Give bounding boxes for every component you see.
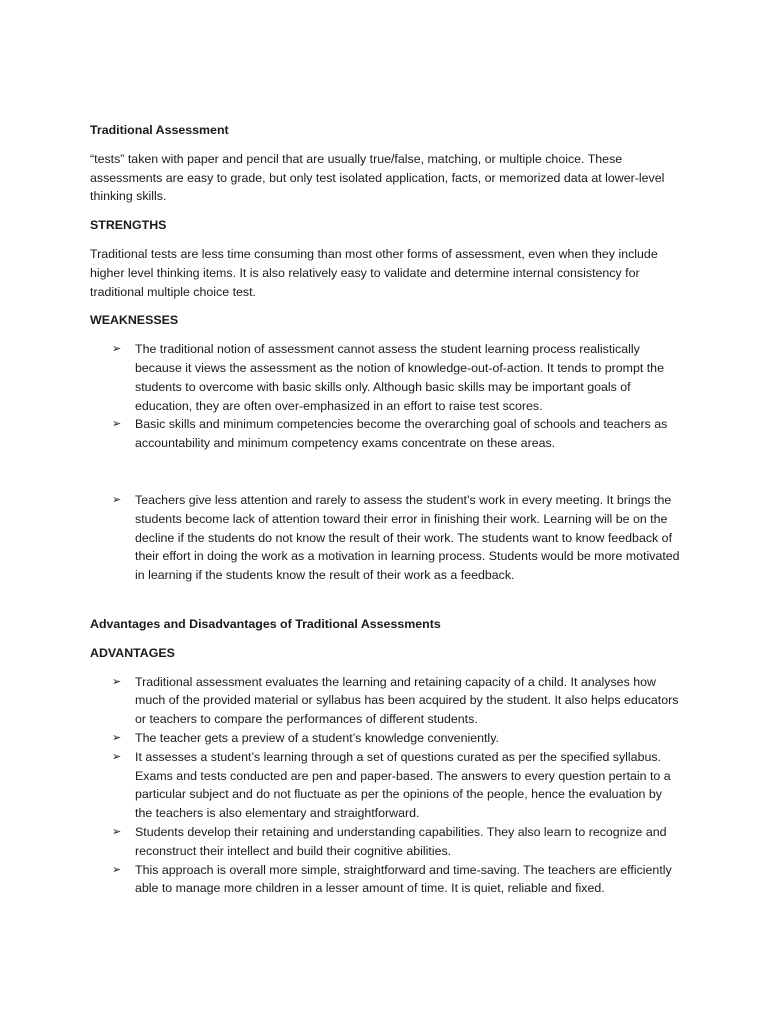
list-item xyxy=(90,491,682,585)
strengths-paragraph: Traditional tests are less time consuming than most other forms of assessment, even when they include higher level thinking items. It is also relatively easy to validate and determine internal consistency for traditional multiple choice test. xyxy=(90,246,658,299)
list-item xyxy=(90,861,682,899)
list-item-text: Basic skills and minimum competencies become the overarching goal of schools and teachers as accountability and minimum competency exams concentrate on these areas. xyxy=(135,417,668,451)
list-item-text: Traditional assessment evaluates the learning and retaining capacity of a child. It analyses how much of the provided material or syllabus has been acquired by the student. It also helps educators or teachers to compare the performances of different students. xyxy=(135,674,679,727)
list-item xyxy=(90,415,682,453)
arrow-bullet-icon: ➢ xyxy=(112,417,122,431)
list-item-text: The teacher gets a preview of a student’s knowledge conveniently. xyxy=(135,730,499,745)
arrow-bullet-icon: ➢ xyxy=(112,824,122,838)
intro-paragraph: “tests” taken with paper and pencil that are usually true/false, matching, or multiple choice. These assessments are easy to grade, but only test isolated application, facts, or memorized data at lower-level thinking skills. xyxy=(90,151,665,204)
list-item-text: It assesses a student’s learning through a set of questions curated as per the specified syllabus. Exams and tests conducted are pen and paper-based. The answers to every question pertain to a particular subject and do not fluctuate as per the opinions of the people, hence the evaluation by the teachers is also elementary and straightforward. xyxy=(135,749,671,821)
document-body xyxy=(90,121,682,898)
section-title: Advantages and Disadvantages of Traditional Assessments xyxy=(90,616,441,631)
blank-space xyxy=(90,453,682,491)
arrow-bullet-icon: ➢ xyxy=(112,492,122,506)
list-item-text: This approach is overall more simple, straightforward and time-saving. The teachers are efficiently able to manage more children in a lesser amount of time. It is quiet, reliable and fixed. xyxy=(135,862,672,896)
list-item xyxy=(90,823,682,861)
arrow-bullet-icon: ➢ xyxy=(112,749,122,763)
list-item xyxy=(90,729,682,748)
arrow-bullet-icon: ➢ xyxy=(112,862,122,876)
list-item-text: The traditional notion of assessment cannot assess the student learning process realistically because it views the assessment as the notion of knowledge-out-of-action. It tends to prompt the students to overcome with basic skills only. Although basic skills may be important goals of education, they are often over-emphasized in an effort to raise test scores. xyxy=(135,342,664,413)
arrow-bullet-icon: ➢ xyxy=(112,730,122,744)
weaknesses-heading: WEAKNESSES xyxy=(90,313,179,328)
list-item-text: Students develop their retaining and understanding capabilities. They also learn to recognize and reconstruct their intellect and build their cognitive abilities. xyxy=(135,824,667,858)
blank-space xyxy=(90,585,682,615)
weaknesses-list-continued xyxy=(90,491,682,585)
document-title: Traditional Assessment xyxy=(90,123,229,137)
advantages-heading: ADVANTAGES xyxy=(90,645,175,660)
list-item xyxy=(90,748,682,823)
strengths-heading: STRENGTHS xyxy=(90,218,167,233)
arrow-bullet-icon: ➢ xyxy=(112,674,122,688)
list-item xyxy=(90,673,682,729)
arrow-bullet-icon: ➢ xyxy=(112,342,122,356)
weaknesses-list xyxy=(90,340,682,453)
advantages-list xyxy=(90,673,682,899)
list-item xyxy=(90,340,682,415)
list-item-text: Teachers give less attention and rarely to assess the student’s work in every meeting. It brings the students become lack of attention toward their error in finishing their work. Learning will be on the decline if the students do not know the result of their work. The students want to know feedback of their effort in doing the work as a motivation in learning process. Students would be more motivated in learning if the students know the result of their work as a feedback. xyxy=(135,492,680,583)
